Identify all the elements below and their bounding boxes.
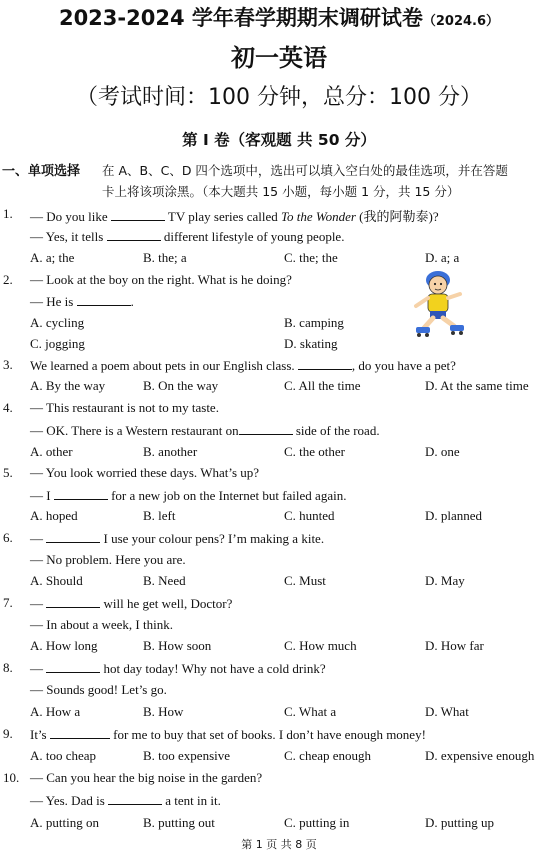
exam-title: [0, 2, 558, 32]
q6-line-2: — No problem. Here you are.: [30, 552, 186, 567]
q9-number: 9.: [3, 726, 13, 741]
q1-number: 1.: [3, 206, 13, 221]
q4-option-c: C. the other: [284, 444, 346, 459]
q9-option-c: C. cheap enough: [284, 748, 372, 763]
q6-option-d: D. May: [425, 573, 465, 588]
q9-option-d: D. expensive enough: [425, 748, 535, 763]
q10-option-a: A. putting on: [30, 815, 99, 830]
q10-line-2: — Yes. Dad is a tent in it.: [30, 793, 221, 808]
q7-option-b: B. How soon: [143, 638, 212, 653]
q3-option-c: C. All the time: [284, 378, 361, 393]
q6-option-a: A. Should: [30, 573, 83, 588]
q7-line-1: — will he get well, Doctor?: [30, 596, 233, 611]
q6-number: 6.: [3, 530, 13, 545]
q2-blank: [77, 293, 131, 306]
subject-title: 初一英语: [231, 44, 327, 72]
q1-option-b: B. the; a: [143, 250, 187, 265]
page-footer: 第 1 页 共 8 页: [241, 838, 317, 851]
q7-option-a: A. How long: [30, 638, 98, 653]
q7-line-2: — In about a week, I think.: [30, 617, 173, 632]
q1-option-d: D. a; a: [425, 250, 460, 265]
q5-number: 5.: [3, 465, 13, 480]
yellow-shirt: [428, 294, 448, 312]
q3-option-b: B. On the way: [143, 378, 219, 393]
q5-blank: [54, 487, 108, 500]
q7-option-c: C. How much: [284, 638, 357, 653]
q7-option-d: D. How far: [425, 638, 484, 653]
q10-number: 10.: [3, 770, 20, 785]
q1-option-a: A. a; the: [30, 250, 75, 265]
q8-number: 8.: [3, 660, 13, 675]
q8-blank: [46, 660, 100, 673]
q10-option-c: C. putting in: [284, 815, 350, 830]
exam-info: （考试时间：100 分钟，总分：100 分）: [76, 85, 482, 110]
q8-option-c: C. What a: [284, 704, 337, 719]
q5-option-d: D. planned: [425, 508, 483, 523]
q2-line-1: — Look at the boy on the right. What is he doing?: [30, 272, 292, 287]
q6-blank: [46, 530, 100, 543]
q5-line-2: — I for a new job on the Internet but failed again.: [30, 488, 347, 503]
q9-blank: [50, 726, 110, 739]
title-date: （2024.6）: [422, 14, 500, 29]
q8-line-1: — hot day today! Why not have a cold drink?: [30, 661, 326, 676]
q8-line-2: — Sounds good! Let’s go.: [30, 682, 167, 697]
q3-option-a: A. By the way: [30, 378, 106, 393]
section-heading: 一、单项选择: [2, 164, 81, 179]
face: [429, 276, 447, 294]
q3-blank: [298, 357, 352, 370]
q8-option-b: B. How: [143, 704, 184, 719]
q5-option-c: C. hunted: [284, 508, 335, 523]
q1-blank-2: [107, 228, 161, 241]
skate-right: [450, 325, 464, 331]
q3-option-d: D. At the same time: [425, 378, 529, 393]
instr-line-2: 卡上将该项涂黑。（本大题共 15 小题，每小题 1 分，共 15 分）: [102, 184, 460, 199]
q3-line-1: We learned a poem about pets in our English class. , do you have a pet?: [30, 358, 456, 373]
q2-option-d: D. skating: [284, 336, 338, 351]
q2-number: 2.: [3, 272, 13, 287]
q7-number: 7.: [3, 595, 13, 610]
q3-number: 3.: [3, 357, 13, 372]
q8-option-a: A. How a: [30, 704, 81, 719]
q9-line-1: It’s for me to buy that set of books. I don’t have enough money!: [30, 727, 426, 742]
q4-option-b: B. another: [143, 444, 198, 459]
q10-blank: [108, 792, 162, 805]
q8-option-d: D. What: [425, 704, 469, 719]
q9-option-a: A. too cheap: [30, 748, 97, 763]
q5-line-1: — You look worried these days. What’s up?: [30, 465, 260, 480]
q10-line-1: — Can you hear the big noise in the garden?: [30, 770, 263, 785]
q1-blank-1: [111, 208, 165, 221]
q4-blank: [239, 422, 293, 435]
q5-option-a: A. hoped: [30, 508, 78, 523]
skate-left: [416, 327, 430, 333]
q6-option-b: B. Need: [143, 573, 186, 588]
q6-line-1: — I use your colour pens? I’m making a kite.: [30, 531, 325, 546]
instr-line-1: 在 A、B、C、D 四个选项中，选出可以填入空白处的最佳选项，并在答题: [102, 163, 508, 178]
section-instructions: [102, 160, 552, 202]
q1-option-c: C. the; the: [284, 250, 338, 265]
q1-line-2: — Yes, it tells different lifestyle of young people.: [30, 229, 345, 244]
q7-blank: [46, 595, 100, 608]
part-heading: 第 I 卷（客观题 共 50 分）: [182, 131, 376, 149]
title-main: 2023-2024 学年春学期期末调研试卷: [58, 6, 423, 30]
q2-line-2: — He is .: [30, 294, 134, 309]
q9-option-b: B. too expensive: [143, 748, 231, 763]
q2-option-c: C. jogging: [30, 336, 85, 351]
q2-option-b: B. camping: [284, 315, 344, 330]
q6-option-c: C. Must: [284, 573, 326, 588]
q5-option-b: B. left: [143, 508, 176, 523]
q2-option-a: A. cycling: [30, 315, 85, 330]
q1-line-1: — Do you like TV play series called To the Wonder (我的阿勒泰)?: [30, 209, 439, 224]
q4-line-2: — OK. There is a Western restaurant on side of the road.: [30, 423, 380, 438]
skating-boy-illustration: [408, 268, 472, 340]
q4-number: 4.: [3, 400, 13, 415]
q10-option-b: B. putting out: [143, 815, 215, 830]
q4-line-1: — This restaurant is not to my taste.: [30, 400, 219, 415]
q10-option-d: D. putting up: [425, 815, 494, 830]
q4-option-a: A. other: [30, 444, 73, 459]
q4-option-d: D. one: [425, 444, 460, 459]
